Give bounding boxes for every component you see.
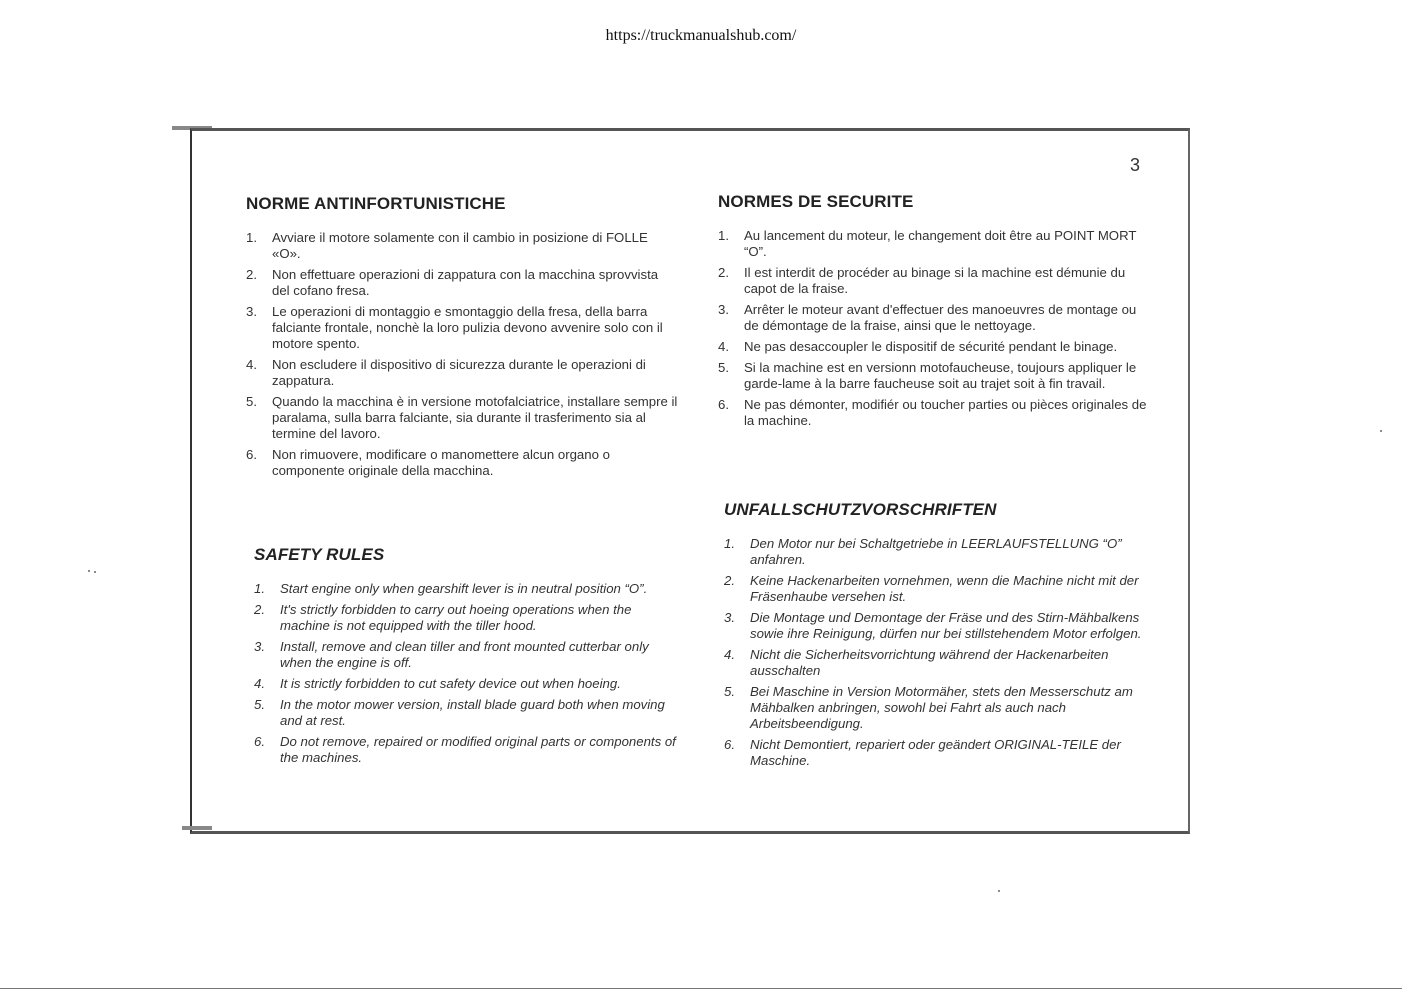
item-number: 5. xyxy=(254,697,265,712)
section-german xyxy=(724,500,1152,774)
item-number: 6. xyxy=(254,734,265,749)
item-number: 1. xyxy=(254,581,265,596)
item-text: Ne pas desaccoupler le dispositif de sécurité pendant le binage. xyxy=(744,339,1118,354)
section-title: UNFALLSCHUTZVORSCHRIFTEN xyxy=(724,500,997,519)
scan-speck xyxy=(94,571,96,573)
item-text: Avviare il motore solamente con il cambio in posizione di FOLLE «O». xyxy=(272,230,648,261)
item-number: 1. xyxy=(718,228,729,243)
item-text: Nicht Demontiert, repariert oder geändert ORIGINAL-TEILE der Maschine. xyxy=(750,737,1121,768)
section-english xyxy=(254,545,682,771)
list-item xyxy=(724,536,1152,568)
list-item xyxy=(718,339,1148,355)
list-item xyxy=(254,697,682,729)
item-number: 4. xyxy=(718,339,729,354)
scan-speck xyxy=(88,570,90,572)
item-text: Die Montage und Demontage der Fräse und des Stirn-Mähbalkens sowie ihre Reinigung, dürfen nur bei stillstehendem Motor erfolgen. xyxy=(750,610,1142,641)
list-item xyxy=(246,230,678,262)
item-text: Keine Hackenarbeiten vornehmen, wenn die Machine nicht mit der Fräsenhaube versehen ist. xyxy=(750,573,1139,604)
list-item xyxy=(254,639,682,671)
item-text: Le operazioni di montaggio e smontaggio della fresa, della barra falciante frontale, nonchè la loro pulizia devono avvenire solo con il motore spento. xyxy=(272,304,663,351)
item-text: Non escludere il dispositivo di sicurezza durante le operazioni di zappatura. xyxy=(272,357,646,388)
list-item xyxy=(254,676,682,692)
item-text: Do not remove, repaired or modified original parts or components of the machines. xyxy=(280,734,676,765)
rules-list xyxy=(246,230,678,479)
page-number: 3 xyxy=(1130,155,1141,175)
list-item xyxy=(724,737,1152,769)
item-text: Non effettuare operazioni di zappatura con la macchina sprovvista del cofano fresa. xyxy=(272,267,659,298)
item-number: 4. xyxy=(724,647,735,662)
list-item xyxy=(724,647,1152,679)
item-text: Nicht die Sicherheitsvorrichtung während der Hackenarbeiten ausschalten xyxy=(750,647,1109,678)
item-text: Non rimuovere, modificare o manomettere alcun organo o componente originale della macchina. xyxy=(272,447,610,478)
item-number: 3. xyxy=(254,639,265,654)
list-item xyxy=(246,357,678,389)
list-item xyxy=(246,447,678,479)
scan-speck xyxy=(998,890,1000,892)
item-number: 3. xyxy=(718,302,729,317)
source-url: https://truckmanualshub.com/ xyxy=(605,27,797,44)
list-item xyxy=(718,265,1148,297)
item-number: 3. xyxy=(724,610,735,625)
item-number: 2. xyxy=(246,267,257,282)
list-item xyxy=(724,610,1152,642)
item-text: Si la machine est en versionn motofaucheuse, toujours appliquer le garde-lame à la barre faucheuse soit au trajet soit à fin travail. xyxy=(744,360,1137,391)
item-number: 2. xyxy=(254,602,265,617)
item-number: 2. xyxy=(718,265,729,280)
item-number: 6. xyxy=(718,397,729,412)
scan-edge-mark xyxy=(182,826,212,830)
rules-list xyxy=(254,581,682,766)
item-number: 6. xyxy=(724,737,735,752)
item-number: 3. xyxy=(246,304,257,319)
list-item xyxy=(246,267,678,299)
item-number: 4. xyxy=(246,357,257,372)
section-italian xyxy=(246,194,678,484)
list-item xyxy=(724,684,1152,732)
scan-bottom-line xyxy=(0,988,1402,989)
item-text: Start engine only when gearshift lever is in neutral position “O”. xyxy=(280,581,648,596)
section-title: NORMES DE SECURITE xyxy=(718,192,914,211)
item-text: Bei Maschine in Version Motormäher, stets den Messerschutz am Mähbalken anbringen, sowohl bei Fahrt als auch nach Arbeitsbeendigung. xyxy=(750,684,1133,731)
rules-list xyxy=(724,536,1152,769)
item-text: It's strictly forbidden to carry out hoeing operations when the machine is not equipped with the tiller hood. xyxy=(280,602,632,633)
item-number: 5. xyxy=(724,684,735,699)
section-french xyxy=(718,192,1148,434)
item-number: 6. xyxy=(246,447,257,462)
item-number: 2. xyxy=(724,573,735,588)
item-number: 1. xyxy=(246,230,257,245)
item-text: Quando la macchina è in versione motofalciatrice, installare sempre il paralama, sulla barra falciante, sia durante il trasferimento sia al termine del lavoro. xyxy=(272,394,678,441)
item-text: In the motor mower version, install blade guard both when moving and at rest. xyxy=(280,697,665,728)
rules-list xyxy=(718,228,1148,429)
list-item xyxy=(718,302,1148,334)
item-number: 5. xyxy=(246,394,257,409)
scan-speck xyxy=(1380,430,1382,432)
item-text: Install, remove and clean tiller and front mounted cutterbar only when the engine is off. xyxy=(280,639,649,670)
item-text: Au lancement du moteur, le changement doit être au POINT MORT “O”. xyxy=(744,228,1137,259)
list-item xyxy=(254,602,682,634)
item-number: 4. xyxy=(254,676,265,691)
list-item xyxy=(246,394,678,442)
list-item xyxy=(254,581,682,597)
item-text: Il est interdit de procéder au binage si la machine est démunie du capot de la fraise. xyxy=(744,265,1126,296)
item-text: Den Motor nur bei Schaltgetriebe in LEERLAUFSTELLUNG “O” anfahren. xyxy=(750,536,1122,567)
item-text: It is strictly forbidden to cut safety device out when hoeing. xyxy=(280,676,621,691)
list-item xyxy=(718,397,1148,429)
item-number: 1. xyxy=(724,536,735,551)
list-item xyxy=(246,304,678,352)
list-item xyxy=(718,360,1148,392)
list-item xyxy=(254,734,682,766)
item-number: 5. xyxy=(718,360,729,375)
section-title: SAFETY RULES xyxy=(254,545,385,564)
list-item xyxy=(718,228,1148,260)
section-title: NORME ANTINFORTUNISTICHE xyxy=(246,194,506,213)
item-text: Ne pas démonter, modifiér ou toucher parties ou pièces originales de la machine. xyxy=(744,397,1147,428)
item-text: Arrêter le moteur avant d'effectuer des manoeuvres de montage ou de démontage de la fraise, ainsi que le nettoyage. xyxy=(744,302,1137,333)
list-item xyxy=(724,573,1152,605)
